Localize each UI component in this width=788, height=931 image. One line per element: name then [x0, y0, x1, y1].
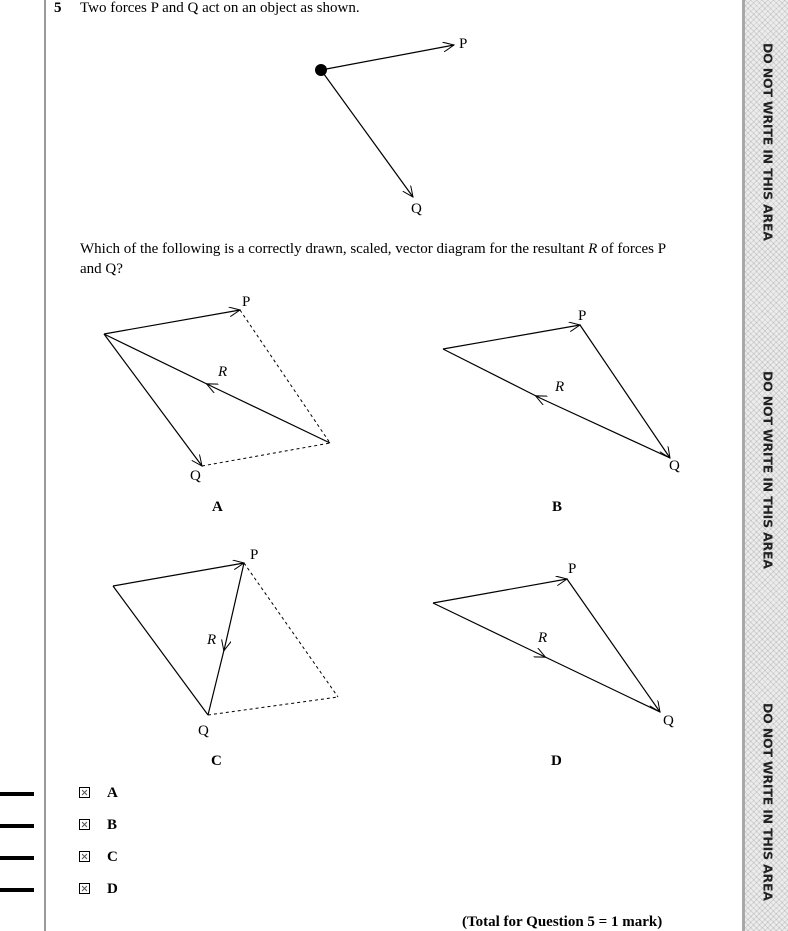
- diagram-c: [113, 563, 338, 715]
- diagram-a-p-arrow: [104, 310, 240, 334]
- diagram-c-dashed-line: [208, 697, 338, 715]
- diagram-a-r-label: R: [218, 364, 228, 380]
- question-number: 5: [54, 0, 62, 16]
- diagram-b-r-arrow: [443, 349, 670, 458]
- option-b-label: B: [107, 817, 118, 833]
- diagram-a-q-label: Q: [190, 468, 201, 484]
- diagram-b-p-label: P: [578, 308, 587, 324]
- object-dot: [315, 64, 327, 76]
- option-a-checkbox[interactable]: [79, 787, 90, 798]
- question-total: (Total for Question 5 = 1 mark): [462, 914, 663, 930]
- diagram-c-p-label: P: [250, 547, 259, 563]
- diagram-a: [104, 310, 330, 466]
- diagram-a-dashed-line: [240, 310, 330, 443]
- option-marker-bar: [0, 824, 34, 828]
- option-marker-bar: [0, 856, 34, 860]
- diagram-b-q-label: Q: [669, 458, 680, 474]
- question-prompt: Which of the following is a correctly drawn, scaled, vector diagram for the resultant R of forces P and Q?: [80, 241, 666, 277]
- option-c-checkbox[interactable]: [79, 851, 90, 862]
- diagram-a-caption: A: [212, 499, 223, 515]
- option-marker-bar: [0, 888, 34, 892]
- diagram-a-p-label: P: [242, 294, 251, 310]
- diagram-a-r-arrow: [104, 334, 330, 443]
- option-d-checkbox[interactable]: [79, 883, 90, 894]
- diagram-c-q-line: [113, 586, 208, 715]
- diagram-d-p-label: P: [568, 561, 577, 577]
- force-p-arrow: [321, 45, 454, 70]
- diagram-d-q-arrow: [567, 579, 660, 712]
- force-q-label: Q: [411, 201, 422, 217]
- option-marker-bar: [0, 792, 34, 796]
- diagram-d-caption: D: [551, 753, 562, 769]
- option-b-checkbox[interactable]: [79, 819, 90, 830]
- diagram-a-q-arrow: [104, 334, 202, 466]
- diagram-b-q-arrow: [580, 325, 670, 458]
- option-c-label: C: [107, 849, 118, 865]
- diagram-b-r-label: R: [555, 379, 565, 395]
- diagram-d-q-label: Q: [663, 713, 674, 729]
- diagram-c-caption: C: [211, 753, 222, 769]
- force-p-label: P: [459, 36, 468, 52]
- given-forces: [315, 45, 454, 197]
- force-q-arrow: [321, 70, 413, 197]
- diagram-d-r-label: R: [538, 630, 548, 646]
- option-a-label: A: [107, 785, 118, 801]
- do-not-write-banner: DO NOT WRITE IN THIS AREA: [760, 703, 776, 901]
- diagram-d-p-arrow: [433, 579, 567, 603]
- diagram-c-r-label: R: [207, 632, 217, 648]
- diagram-a-dashed-line: [202, 443, 330, 466]
- diagram-b-p-arrow: [443, 325, 580, 349]
- diagram-b-caption: B: [552, 499, 563, 515]
- diagram-c-dashed-line: [244, 563, 338, 697]
- do-not-write-banner: DO NOT WRITE IN THIS AREA: [760, 43, 776, 241]
- question-text: Two forces P and Q act on an object as shown.: [80, 0, 360, 16]
- right-margin-border: [742, 0, 745, 931]
- diagram-c-p-arrow: [113, 563, 244, 586]
- option-d-label: D: [107, 881, 118, 897]
- diagram-c-q-label: Q: [198, 723, 209, 739]
- diagram-d-r-arrow: [433, 603, 660, 712]
- do-not-write-banner: DO NOT WRITE IN THIS AREA: [760, 371, 776, 569]
